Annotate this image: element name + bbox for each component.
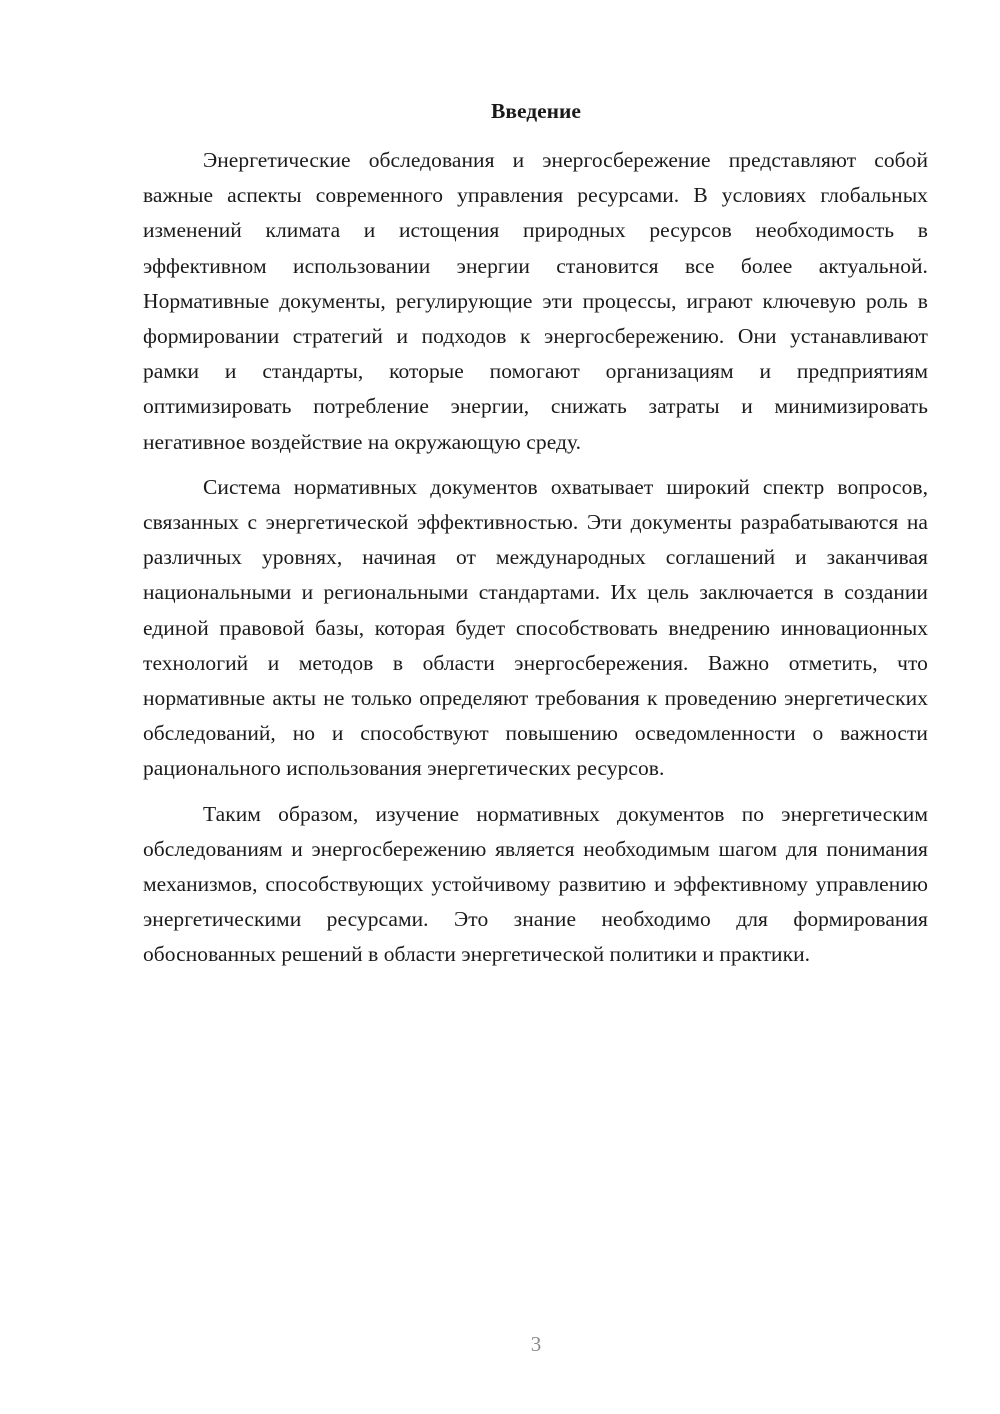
paragraph-1: Энергетические обследования и энергосбережение представляют собой важные аспекты современного управления ресурсами. В условиях глобальных изменений климата и истощения природных ресурсов необходимость в эффективном использовании энергии становится все более актуальной. Нормативные документы, регулирующие эти процессы, играют ключевую роль в формировании стратегий и подходов к энергосбережению. Они устанавливают рамки и стандарты, которые помогают организациям и предприятиям оптимизировать потребление энергии, снижать затраты и минимизировать негативное воздействие на окружающую среду.	[143, 148, 928, 454]
page-title: Введение	[491, 99, 581, 123]
document-body	[143, 143, 928, 973]
page-number: 3	[530, 1332, 542, 1356]
paragraph-3: Таким образом, изучение нормативных документов по энергетическим обследованиям и энергосбережению является необходимым шагом для понимания механизмов, способствующих устойчивому развитию и эффективному управлению энергетическими ресурсами. Это знание необходимо для формирования обоснованных решений в области энергетической политики и практики.	[143, 801, 928, 967]
paragraph-2: Система нормативных документов охватывает широкий спектр вопросов, связанных с энергетической эффективностью. Эти документы разрабатываются на различных уровнях, начиная от международных соглашений и заканчивая национальными и региональными стандартами. Их цель заключается в создании единой правовой базы, которая будет способствовать внедрению инновационных технологий и методов в области энергосбережения. Важно отметить, что нормативные акты не только определяют требования к проведению энергетических обследований, но и способствуют повышению осведомленности о важности рационального использования энергетических ресурсов.	[143, 474, 928, 781]
